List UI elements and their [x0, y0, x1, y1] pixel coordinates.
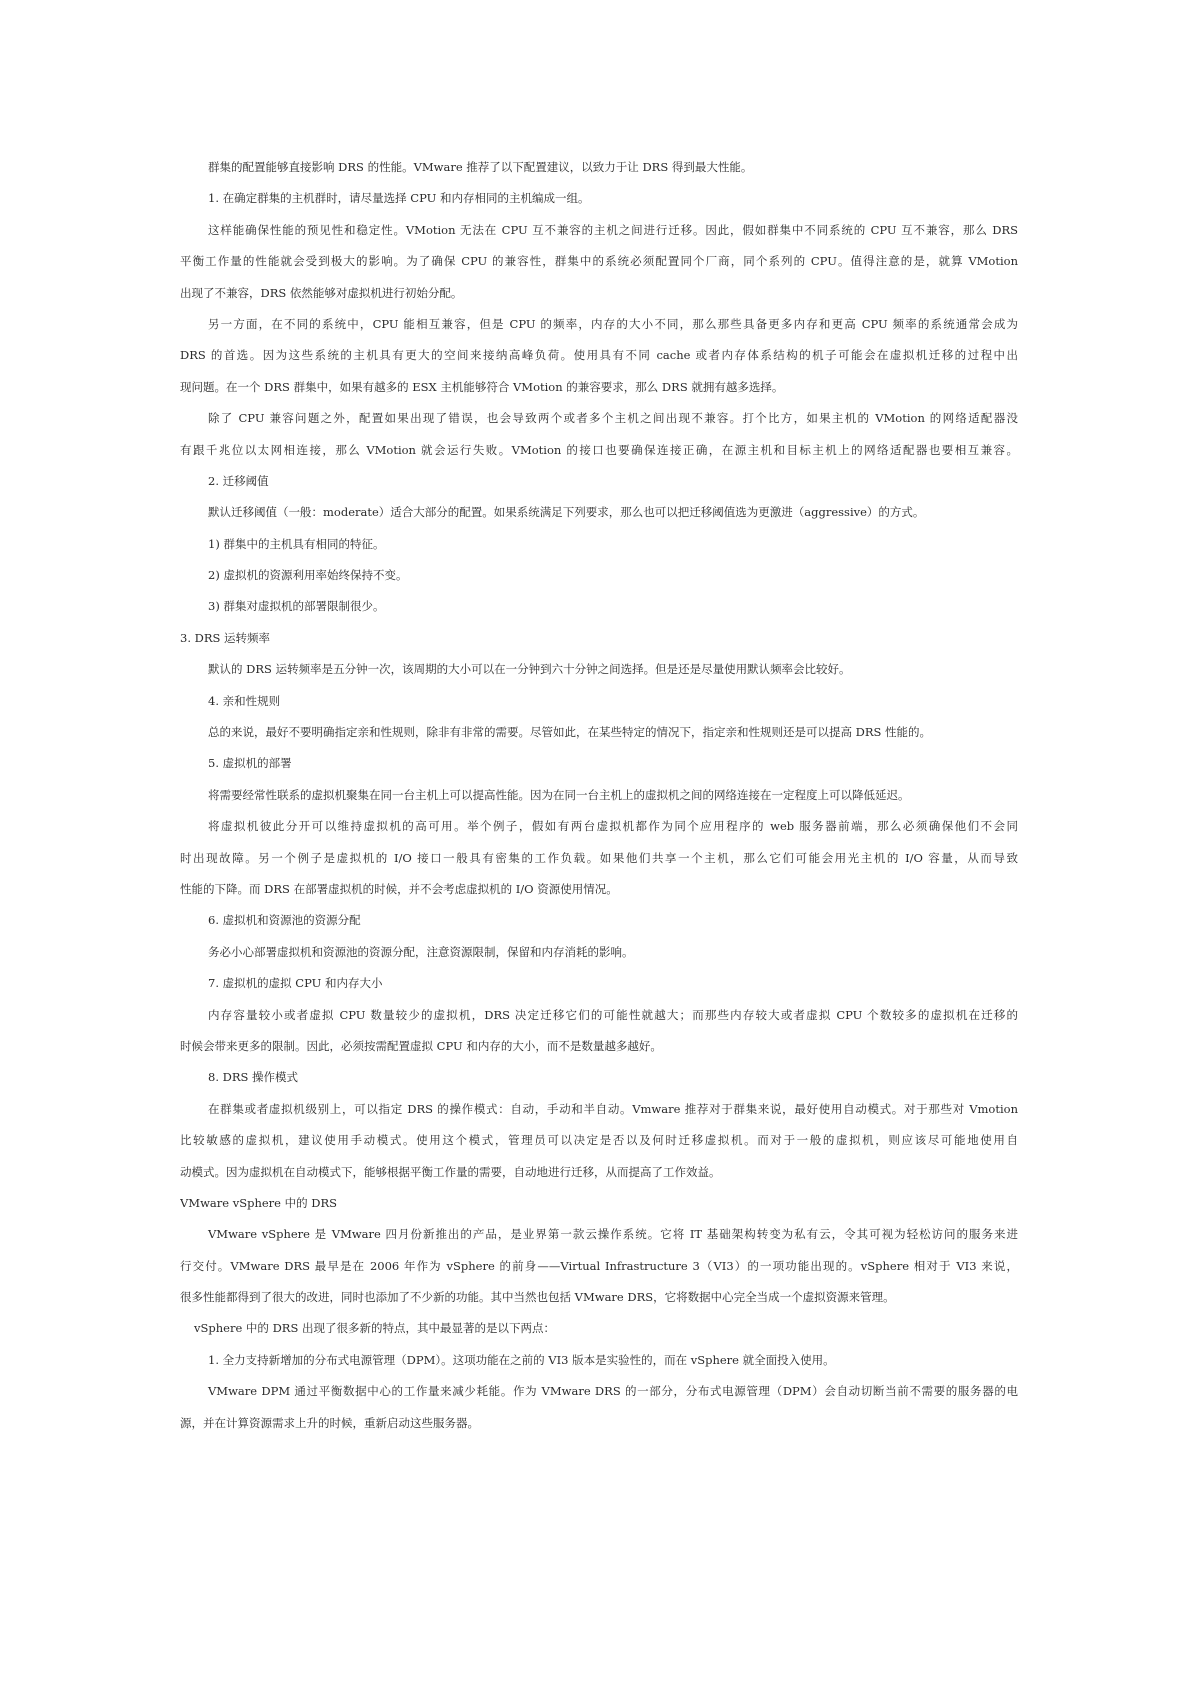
text-line: 时出现故障。另一个例子是虚拟机的 I/O 接口一般具有密集的工作负载。如果他们共享一个主机，那么它们可能会用光主机的 I/O 容量，从而导致: [180, 850, 1018, 865]
text-line: 默认的 DRS 运转频率是五分钟一次，该周期的大小可以在一分钟到六十分钟之间选择。但是还是尽量使用默认频率会比较好。: [208, 662, 851, 677]
text-line: vSphere 中的 DRS 出现了很多新的特点，其中最显著的是以下两点：: [194, 1321, 555, 1336]
text-line: 出现了不兼容，DRS 依然能够对虚拟机进行初始分配。: [180, 285, 463, 300]
text-line: 2) 虚拟机的资源利用率始终保持不变。: [208, 568, 408, 583]
text-line: 有跟千兆位以太网相连接，那么 VMotion 就会运行失败。VMotion 的接口也要确保连接正确，在源主机和目标主机上的网络适配器也要相互兼容。: [180, 442, 1018, 457]
text-line: VMware DPM 通过平衡数据中心的工作量来减少耗能。作为 VMware DRS 的一部分，分布式电源管理（DPM）会自动切断当前不需要的服务器的电: [208, 1384, 1018, 1399]
text-line: VMware vSphere 是 VMware 四月份新推出的产品，是业界第一款云操作系统。它将 IT 基础架构转变为私有云，令其可视为轻松访问的服务来进: [208, 1227, 1018, 1242]
text-line: 4. 亲和性规则: [208, 693, 281, 708]
text-line: 源，并在计算资源需求上升的时候，重新启动这些服务器。: [180, 1415, 479, 1430]
text-line: 3) 群集对虚拟机的部署限制很少。: [208, 599, 385, 614]
text-line: 这样能确保性能的预见性和稳定性。VMotion 无法在 CPU 互不兼容的主机之间进行迁移。因此，假如群集中不同系统的 CPU 互不兼容，那么 DRS: [208, 222, 1018, 237]
text-line: 平衡工作量的性能就会受到极大的影响。为了确保 CPU 的兼容性，群集中的系统必须配置同个厂商，同个系列的 CPU。值得注意的是，就算 VMotion: [180, 254, 1018, 269]
text-line: 默认迁移阈值（一般：moderate）适合大部分的配置。如果系统满足下列要求，那么也可以把迁移阈值选为更激进（aggressive）的方式。: [208, 505, 925, 520]
text-line: 除了 CPU 兼容问题之外，配置如果出现了错误，也会导致两个或者多个主机之间出现不兼容。打个比方，如果主机的 VMotion 的网络适配器没: [208, 411, 1018, 426]
text-line: 行交付。VMware DRS 最早是在 2006 年作为 vSphere 的前身——Virtual Infrastructure 3（VI3）的一项功能出现的。vSphere 相对于 VI3 来说，: [180, 1258, 1018, 1273]
text-line: 务必小心部署虚拟机和资源池的资源分配，注意资源限制，保留和内存消耗的影响。: [208, 944, 634, 959]
text-line: DRS 的首选。因为这些系统的主机具有更大的空间来接纳高峰负荷。使用具有不同 cache 或者内存体系结构的机子可能会在虚拟机迁移的过程中出: [180, 348, 1018, 363]
text-line: 将虚拟机彼此分开可以维持虚拟机的高可用。举个例子，假如有两台虚拟机都作为同个应用程序的 web 服务器前端，那么必须确保他们不会同: [208, 819, 1018, 834]
text-line: 1. 全力支持新增加的分布式电源管理（DPM）。这项功能在之前的 VI3 版本是实验性的，而在 vSphere 就全面投入使用。: [208, 1352, 835, 1367]
text-line: 2. 迁移阈值: [208, 473, 269, 488]
text-line: 将需要经常性联系的虚拟机聚集在同一台主机上可以提高性能。因为在同一台主机上的虚拟机之间的网络连接在一定程度上可以降低延迟。: [208, 787, 910, 802]
text-line: 6. 虚拟机和资源池的资源分配: [208, 913, 361, 928]
text-line: 7. 虚拟机的虚拟 CPU 和内存大小: [208, 976, 383, 991]
text-line: 时候会带来更多的限制。因此，必须按需配置虚拟 CPU 和内存的大小，而不是数量越多越好。: [180, 1038, 662, 1053]
text-line: 在群集或者虚拟机级别上，可以指定 DRS 的操作模式：自动，手动和半自动。Vmware 推荐对于群集来说，最好使用自动模式。对于那些对 Vmotion: [208, 1101, 1018, 1116]
text-line: 总的来说，最好不要明确指定亲和性规则，除非有非常的需要。尽管如此，在某些特定的情况下，指定亲和性规则还是可以提高 DRS 性能的。: [208, 725, 932, 740]
text-line: 内存容量较小或者虚拟 CPU 数量较少的虚拟机，DRS 决定迁移它们的可能性就越大；而那些内存较大或者虚拟 CPU 个数较多的虚拟机在迁移的: [208, 1007, 1018, 1022]
text-line: 很多性能都得到了很大的改进，同时也添加了不少新的功能。其中当然也包括 VMware DRS，它将数据中心完全当成一个虚拟资源来管理。: [180, 1290, 895, 1305]
text-line: 动模式。因为虚拟机在自动模式下，能够根据平衡工作量的需要，自动地进行迁移，从而提高了工作效益。: [180, 1164, 721, 1179]
text-line: VMware vSphere 中的 DRS: [180, 1195, 338, 1210]
text-line: 3. DRS 运转频率: [180, 630, 271, 645]
text-line: 群集的配置能够直接影响 DRS 的性能。VMware 推荐了以下配置建议，以致力于让 DRS 得到最大性能。: [208, 160, 753, 174]
text-line: 另一方面，在不同的系统中，CPU 能相互兼容，但是 CPU 的频率，内存的大小不同，那么那些具备更多内存和更高 CPU 频率的系统通常会成为: [208, 316, 1018, 331]
document-body: [180, 152, 1018, 1439]
text-line: 1. 在确定群集的主机群时，请尽量选择 CPU 和内存相同的主机编成一组。: [208, 191, 590, 206]
text-line: 比较敏感的虚拟机，建议使用手动模式。使用这个模式，管理员可以决定是否以及何时迁移虚拟机。而对于一般的虚拟机，则应该尽可能地使用自: [180, 1133, 1018, 1148]
text-line: 性能的下降。而 DRS 在部署虚拟机的时候，并不会考虑虚拟机的 I/O 资源使用情况。: [180, 881, 618, 896]
text-line: 1) 群集中的主机具有相同的特征。: [208, 536, 385, 551]
text-line: 5. 虚拟机的部署: [208, 756, 292, 771]
text-line: 现问题。在一个 DRS 群集中，如果有越多的 ESX 主机能够符合 VMotion 的兼容要求，那么 DRS 就拥有越多选择。: [180, 379, 784, 394]
text-line: 8. DRS 操作模式: [208, 1070, 299, 1085]
